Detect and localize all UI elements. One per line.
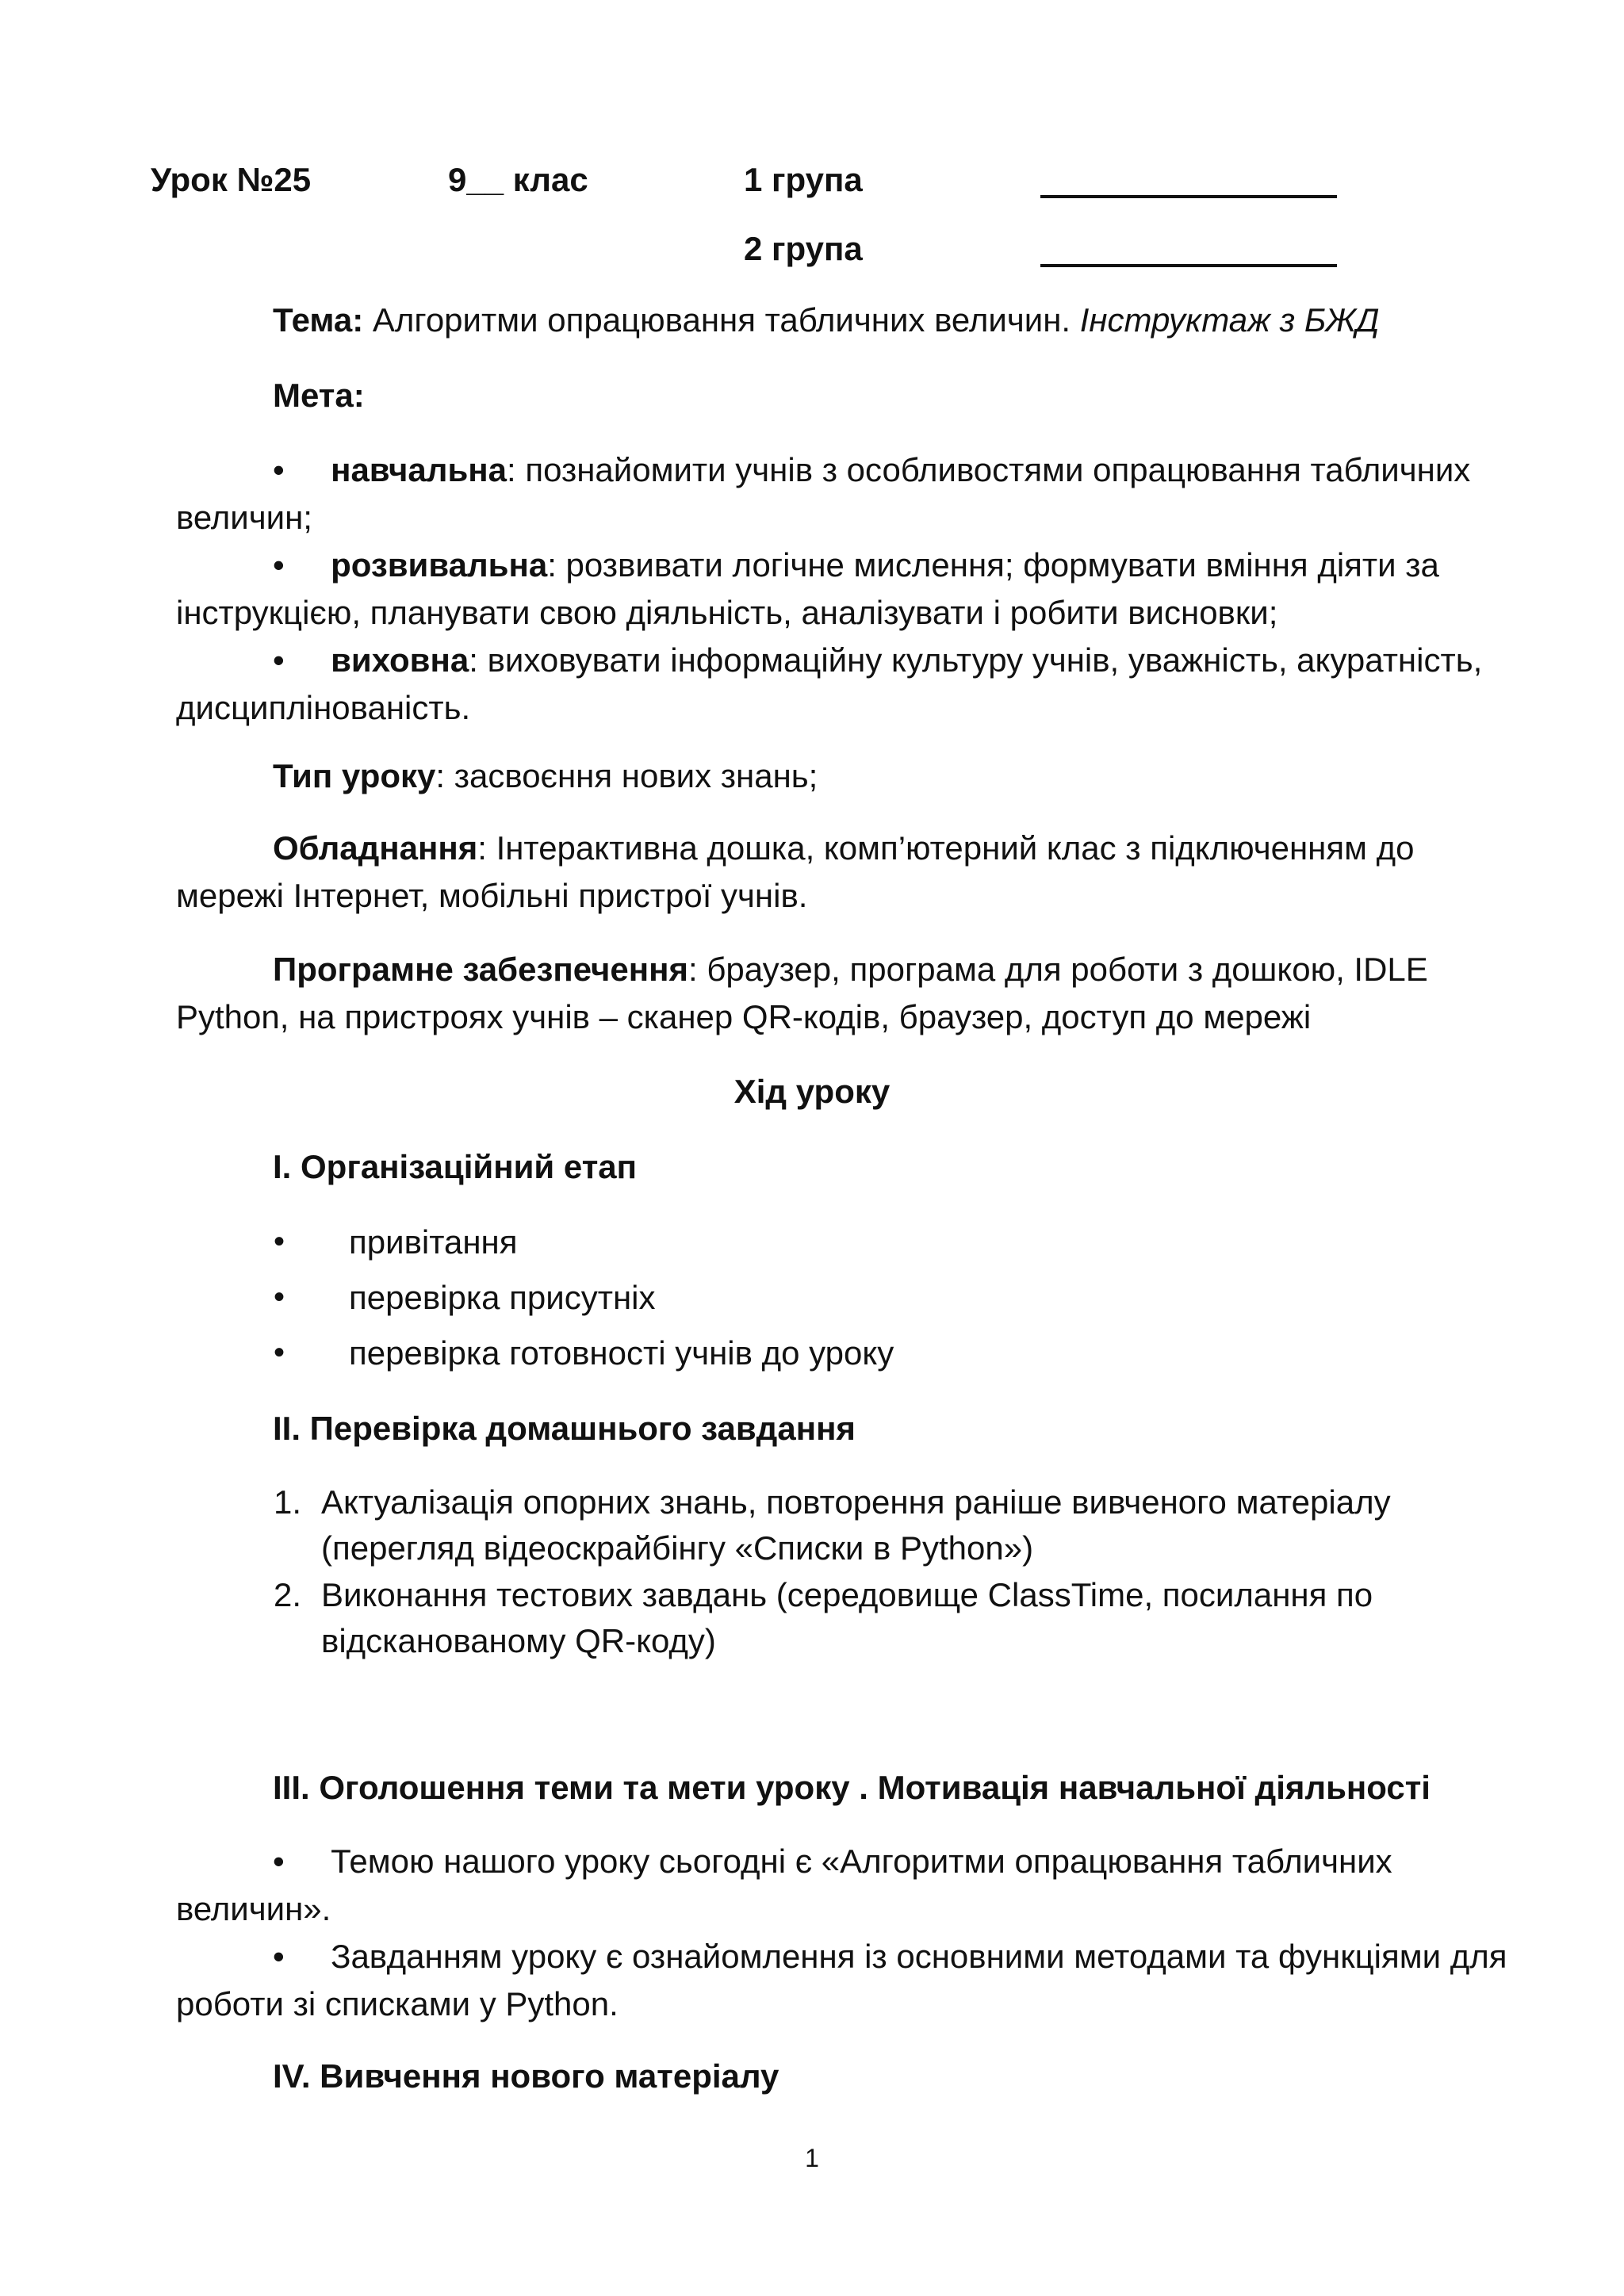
section-1-title: I. Організаційний етап [273,1148,637,1185]
list-item: перевірка готовності учнів до уроку [349,1334,894,1372]
goal-item-label: виховна [331,641,469,679]
bullet-icon: • [273,546,285,584]
goal-item-text: : виховувати інформаційну культуру учнів, уважність, акуратність, дисциплінованість. [176,641,1483,726]
software [176,946,1508,1041]
topic-line [273,297,1379,344]
lesson-number: Урок №25 [151,161,312,198]
bullet-icon: • [273,641,285,679]
list-item [176,1838,1508,1933]
course-title: Хід уроку [733,1073,891,1110]
bullet-icon: • [274,1224,285,1259]
section-4-title: IV. Вивчення нового матеріалу [273,2057,779,2095]
list-item-text: Темою нашого уроку сьогодні є «Алгоритми опрацювання табличних величин». [176,1843,1392,1927]
list-item: Виконання тестових завдань (середовище ClassTime, посилання по відсканованому QR-коду) [321,1576,1373,1659]
page-number: 1 [805,2144,819,2172]
list-item: Актуалізація опорних знань, повторення раніше вивченого матеріалу (перегляд відеоскрайбінгу «Списки в Python») [321,1483,1391,1567]
list-item-text: Завданням уроку є ознайомлення із основними методами та функціями для роботи зі списками у Python. [176,1938,1507,2022]
topic-label: Тема: [273,301,364,339]
goal-item [176,541,1508,637]
bullet-icon: • [274,1335,285,1370]
goal-item-text: : розвивати логічне мислення; формувати вміння діяти за інструкцією, планувати свою діяльність, аналізувати і робити висновки; [176,546,1439,631]
section-3-title: III. Оголошення теми та мети уроку . Мотивація навчальної діяльності [273,1769,1431,1806]
equipment-label: Обладнання [273,829,478,867]
bullet-icon: • [273,451,285,488]
topic-italic: Інструктаж з БЖД [1079,301,1380,339]
group1-blank-line [1040,195,1337,198]
lesson-type-text: : засвоєння нових знань; [435,757,818,794]
goal-label: Мета: [273,377,365,414]
group2-blank-line [1040,264,1337,267]
list-item [176,1933,1508,2028]
bullet-icon: • [273,1843,285,1880]
lesson-type [273,753,818,800]
goal-item-label: розвивальна [331,546,548,584]
equipment [176,825,1508,920]
list-item: привітання [349,1223,518,1261]
section-2-title: II. Перевірка домашнього завдання [273,1410,856,1447]
list-number: 2. [274,1576,302,1613]
goal-item [176,446,1508,541]
group2-label: 2 група [744,230,863,267]
topic-text: Алгоритми опрацювання табличних величин. [363,301,1080,339]
list-item: перевірка присутніх [349,1279,656,1316]
lesson-type-label: Тип уроку [273,757,436,794]
software-label: Програмне забезпечення [273,951,688,988]
equipment-text: : Інтерактивна дошка, комп’ютерний клас з підключенням до мережі Інтернет, мобільні пристрої учнів. [176,829,1415,914]
group1-label: 1 група [744,161,863,198]
bullet-icon: • [274,1280,285,1314]
goal-item [176,637,1508,732]
grade-label: 9__ клас [448,161,588,198]
bullet-icon: • [273,1938,285,1975]
goal-item-label: навчальна [331,451,507,488]
list-number: 1. [274,1483,302,1521]
goal-item-text: : познайомити учнів з особливостями опрацювання табличних величин; [176,451,1471,536]
software-text: : браузер, програма для роботи з дошкою, IDLE Python, на пристроях учнів – сканер QR-кодів, браузер, доступ до мережі [176,951,1428,1035]
